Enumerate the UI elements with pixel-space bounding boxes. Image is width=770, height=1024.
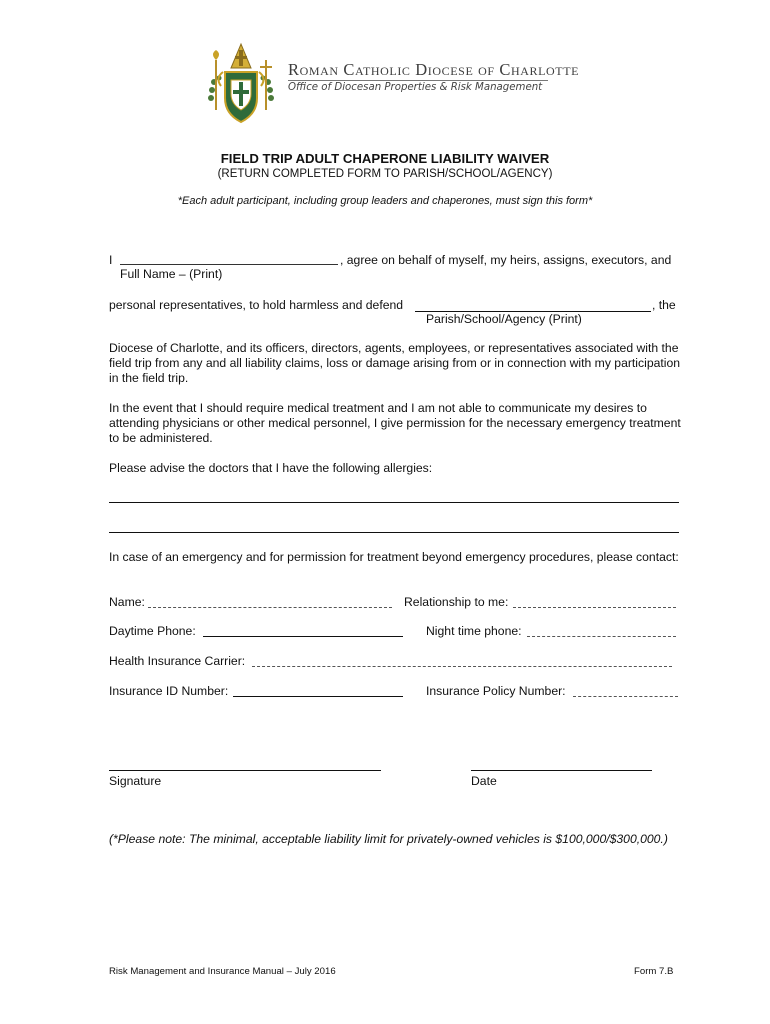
line2-suffix: , the (652, 298, 676, 312)
night-phone-label: Night time phone: (426, 624, 522, 638)
line1-prefix: I (109, 253, 113, 267)
insurance-id-field[interactable] (233, 696, 403, 697)
health-carrier-field[interactable] (252, 666, 672, 667)
allergies-label: Please advise the doctors that I have the following allergies: (109, 461, 433, 475)
night-phone-field[interactable] (527, 636, 676, 637)
org-name: Roman Catholic Diocese of Charlotte (288, 60, 580, 79)
diocese-coat-of-arms-icon (205, 42, 277, 126)
form-instruction: *Each adult participant, including group leaders and chaperones, must sign this form* (177, 195, 593, 207)
liability-paragraph: Diocese of Charlotte, and its officers, directors, agents, employees, or representatives associated with the field trip from any and all liability claims, loss or damage arising from or in connection with my participation in the field trip. (109, 341, 681, 385)
signature-label: Signature (109, 774, 162, 788)
footer-form-number: Form 7.B (634, 966, 674, 977)
relationship-label: Relationship to me: (404, 595, 509, 609)
full-name-label: Full Name – (Print) (120, 267, 223, 281)
org-office: Office of Diocesan Properties & Risk Management (288, 82, 543, 93)
parish-label: Parish/School/Agency (Print) (426, 312, 582, 326)
footer-manual: Risk Management and Insurance Manual – July 2016 (109, 966, 336, 977)
daytime-phone-label: Daytime Phone: (109, 624, 196, 638)
name-field[interactable] (148, 607, 392, 608)
form-title: FIELD TRIP ADULT CHAPERONE LIABILITY WAIVER (220, 151, 550, 166)
full-name-field[interactable] (120, 264, 338, 265)
line2-prefix: personal representatives, to hold harmless and defend (109, 298, 404, 312)
health-carrier-label: Health Insurance Carrier: (109, 654, 246, 668)
insurance-policy-label: Insurance Policy Number: (426, 684, 566, 698)
medical-paragraph: In the event that I should require medical treatment and I am not able to communicate my desires to attending physicians or other medical personnel, I give permission for the necessary emergency treatment to be administered. (109, 401, 681, 445)
emergency-contact-text: In case of an emergency and for permission for treatment beyond emergency procedures, please contact: (109, 550, 679, 564)
vehicle-liability-note: (*Please note: The minimal, acceptable liability limit for privately-owned vehicles is $100,000/$300,000.) (109, 832, 668, 846)
org-divider (288, 80, 548, 81)
date-field[interactable] (471, 770, 652, 771)
date-label: Date (471, 774, 497, 788)
form-subtitle: (RETURN COMPLETED FORM TO PARISH/SCHOOL/AGENCY) (217, 168, 553, 180)
allergies-line-1[interactable] (109, 502, 679, 503)
daytime-phone-field[interactable] (203, 636, 403, 637)
line1-suffix: , agree on behalf of myself, my heirs, assigns, executors, and (340, 253, 672, 267)
insurance-id-label: Insurance ID Number: (109, 684, 229, 698)
insurance-policy-field[interactable] (573, 696, 678, 697)
signature-field[interactable] (109, 770, 381, 771)
allergies-line-2[interactable] (109, 532, 679, 533)
relationship-field[interactable] (513, 607, 676, 608)
name-label: Name: (109, 595, 145, 609)
